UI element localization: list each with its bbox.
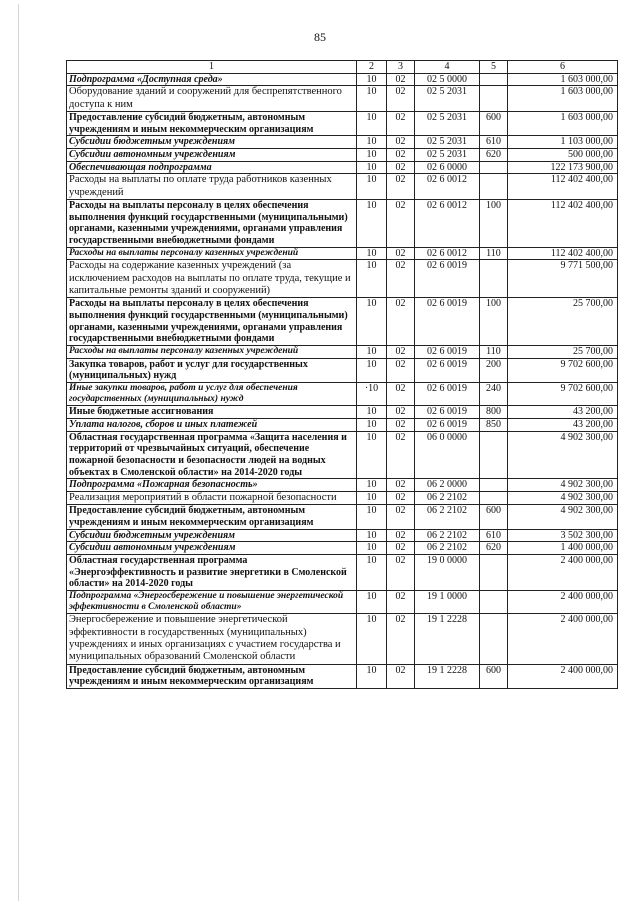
amount-cell: 1 603 000,00	[508, 111, 618, 135]
subsection-code-cell: 02	[387, 136, 415, 149]
section-code-cell: 10	[357, 149, 387, 162]
section-code-cell: 10	[357, 358, 387, 382]
expense-type-code-cell	[480, 260, 508, 298]
table-row	[67, 358, 618, 382]
section-code-cell: 10	[357, 136, 387, 149]
subsection-code-cell: 02	[387, 614, 415, 664]
subsection-code-cell: 02	[387, 664, 415, 688]
row-name-cell: Энергосбережение и повышение энергетической эффективности в государственных (муниципальных) учреждениях и иных организациях с участием государства и муниципальных образований Смоленской области	[67, 614, 357, 664]
expense-type-code-cell: 200	[480, 358, 508, 382]
target-code-cell: 02 5 2031	[415, 136, 480, 149]
amount-cell: 4 902 300,00	[508, 479, 618, 492]
expense-type-code-cell: 610	[480, 529, 508, 542]
table-header-row	[67, 61, 618, 74]
row-name-cell: Расходы на выплаты персоналу казенных учреждений	[67, 345, 357, 358]
expense-type-code-cell: 110	[480, 247, 508, 260]
target-code-cell: 02 6 0019	[415, 345, 480, 358]
row-name-cell: Областная государственная программа «Защита населения и территорий от чрезвычайных ситуаций, обеспечение пожарной безопасности и безопасности людей на водных объектах в Смоленской области» на 2014-2020 годы	[67, 431, 357, 479]
subsection-code-cell: 02	[387, 86, 415, 112]
amount-cell: 2 400 000,00	[508, 664, 618, 688]
subsection-code-cell: 02	[387, 345, 415, 358]
expense-type-code-cell	[480, 614, 508, 664]
target-code-cell: 02 6 0019	[415, 298, 480, 346]
target-code-cell: 06 2 2102	[415, 542, 480, 555]
amount-cell: 9 702 600,00	[508, 383, 618, 406]
expense-type-code-cell: 610	[480, 136, 508, 149]
section-code-cell: 10	[357, 505, 387, 529]
section-code-cell: 10	[357, 492, 387, 505]
section-code-cell: 10	[357, 247, 387, 260]
amount-cell: 112 402 400,00	[508, 199, 618, 247]
target-code-cell: 06 2 0000	[415, 479, 480, 492]
table-row	[67, 542, 618, 555]
subsection-code-cell: 02	[387, 174, 415, 200]
target-code-cell: 02 6 0019	[415, 418, 480, 431]
row-name-cell: Иные закупки товаров, работ и услуг для обеспечения государственных (муниципальных) нужд	[67, 383, 357, 406]
row-name-cell: Расходы на выплаты персоналу в целях обеспечения выполнения функций государственными (муниципальными) органами, казенными учреждениями, органами управления государственными внебюджетными фондами	[67, 199, 357, 247]
row-name-cell: Расходы на выплаты персоналу казенных учреждений	[67, 247, 357, 260]
target-code-cell: 19 1 2228	[415, 664, 480, 688]
table-row	[67, 161, 618, 174]
table-row	[67, 406, 618, 419]
expense-type-code-cell	[480, 174, 508, 200]
table-row	[67, 149, 618, 162]
section-code-cell: 10	[357, 479, 387, 492]
target-code-cell: 06 0 0000	[415, 431, 480, 479]
amount-cell: 25 700,00	[508, 298, 618, 346]
target-code-cell: 02 5 2031	[415, 111, 480, 135]
target-code-cell: 19 1 0000	[415, 591, 480, 614]
table-row	[67, 199, 618, 247]
subsection-code-cell: 02	[387, 358, 415, 382]
expense-type-code-cell: 600	[480, 111, 508, 135]
table-row	[67, 479, 618, 492]
target-code-cell: 02 6 0012	[415, 199, 480, 247]
row-name-cell: Расходы на выплаты персоналу в целях обеспечения выполнения функций государственными (муниципальными) органами, казенными учреждениями, органами управления государственными внебюджетными фондами	[67, 298, 357, 346]
subsection-code-cell: 02	[387, 298, 415, 346]
row-name-cell: Закупка товаров, работ и услуг для государственных (муниципальных) нужд	[67, 358, 357, 382]
table-row	[67, 136, 618, 149]
row-name-cell: Областная государственная программа «Энергоэффективность и развитие энергетики в Смоленской области» на 2014-2020 годы	[67, 555, 357, 591]
amount-cell: 112 402 400,00	[508, 174, 618, 200]
section-code-cell: 10	[357, 555, 387, 591]
column-header: 2	[357, 61, 387, 74]
table-row	[67, 383, 618, 406]
subsection-code-cell: 02	[387, 111, 415, 135]
section-code-cell: 10	[357, 111, 387, 135]
section-code-cell: 10	[357, 73, 387, 86]
amount-cell: 500 000,00	[508, 149, 618, 162]
amount-cell: 1 603 000,00	[508, 73, 618, 86]
expense-type-code-cell: 600	[480, 505, 508, 529]
row-name-cell: Реализация мероприятий в области пожарной безопасности	[67, 492, 357, 505]
target-code-cell: 06 2 2102	[415, 505, 480, 529]
expense-type-code-cell	[480, 431, 508, 479]
amount-cell: 2 400 000,00	[508, 555, 618, 591]
subsection-code-cell: 02	[387, 479, 415, 492]
row-name-cell: Уплата налогов, сборов и иных платежей	[67, 418, 357, 431]
row-name-cell: Обеспечивающая подпрограмма	[67, 161, 357, 174]
row-name-cell: Подпрограмма «Энергосбережение и повышение энергетической эффективности в Смоленской области»	[67, 591, 357, 614]
section-code-cell: 10	[357, 406, 387, 419]
expense-type-code-cell: 100	[480, 199, 508, 247]
amount-cell: 2 400 000,00	[508, 614, 618, 664]
subsection-code-cell: 02	[387, 431, 415, 479]
table-row	[67, 418, 618, 431]
table-row	[67, 298, 618, 346]
expense-type-code-cell	[480, 73, 508, 86]
expense-type-code-cell	[480, 492, 508, 505]
target-code-cell: 02 5 0000	[415, 73, 480, 86]
subsection-code-cell: 02	[387, 418, 415, 431]
section-code-cell: 10	[357, 298, 387, 346]
table-row	[67, 614, 618, 664]
table-row	[67, 431, 618, 479]
expense-type-code-cell	[480, 161, 508, 174]
subsection-code-cell: 02	[387, 161, 415, 174]
subsection-code-cell: 02	[387, 199, 415, 247]
expense-type-code-cell	[480, 555, 508, 591]
section-code-cell: 10	[357, 161, 387, 174]
expense-type-code-cell	[480, 479, 508, 492]
amount-cell: 2 400 000,00	[508, 591, 618, 614]
amount-cell: 4 902 300,00	[508, 505, 618, 529]
expense-type-code-cell: 620	[480, 542, 508, 555]
section-code-cell: 10	[357, 174, 387, 200]
row-name-cell: Подпрограмма «Пожарная безопасность»	[67, 479, 357, 492]
expense-type-code-cell	[480, 591, 508, 614]
subsection-code-cell: 02	[387, 73, 415, 86]
section-code-cell: 10	[357, 418, 387, 431]
row-name-cell: Предоставление субсидий бюджетным, автономным учреждениям и иным некоммерческим организациям	[67, 505, 357, 529]
row-name-cell: Расходы на содержание казенных учреждений (за исключением расходов на выплаты по оплате труда, текущие и капитальные ремонты зданий и сооружений)	[67, 260, 357, 298]
target-code-cell: 02 6 0012	[415, 247, 480, 260]
target-code-cell: 02 5 2031	[415, 86, 480, 112]
section-code-cell: ·10	[357, 383, 387, 406]
table-row	[67, 529, 618, 542]
section-code-cell: 10	[357, 529, 387, 542]
amount-cell: 1 603 000,00	[508, 86, 618, 112]
amount-cell: 1 400 000,00	[508, 542, 618, 555]
column-header: 5	[480, 61, 508, 74]
table-row	[67, 86, 618, 112]
column-header: 6	[508, 61, 618, 74]
section-code-cell: 10	[357, 664, 387, 688]
expense-type-code-cell: 850	[480, 418, 508, 431]
amount-cell: 4 902 300,00	[508, 492, 618, 505]
target-code-cell: 19 1 2228	[415, 614, 480, 664]
row-name-cell: Предоставление субсидий бюджетным, автономным учреждениям и иным некоммерческим организациям	[67, 111, 357, 135]
section-code-cell: 10	[357, 591, 387, 614]
expense-type-code-cell: 800	[480, 406, 508, 419]
amount-cell: 3 502 300,00	[508, 529, 618, 542]
row-name-cell: Предоставление субсидий бюджетным, автономным учреждениям и иным некоммерческим организациям	[67, 664, 357, 688]
section-code-cell: 10	[357, 86, 387, 112]
row-name-cell: Субсидии бюджетным учреждениям	[67, 529, 357, 542]
target-code-cell: 02 6 0019	[415, 260, 480, 298]
target-code-cell: 02 6 0012	[415, 174, 480, 200]
section-code-cell: 10	[357, 614, 387, 664]
subsection-code-cell: 02	[387, 492, 415, 505]
subsection-code-cell: 02	[387, 529, 415, 542]
amount-cell: 112 402 400,00	[508, 247, 618, 260]
subsection-code-cell: 02	[387, 149, 415, 162]
subsection-code-cell: 02	[387, 591, 415, 614]
row-name-cell: Субсидии автономным учреждениям	[67, 149, 357, 162]
column-header: 4	[415, 61, 480, 74]
amount-cell: 1 103 000,00	[508, 136, 618, 149]
target-code-cell: 02 5 2031	[415, 149, 480, 162]
table-row	[67, 260, 618, 298]
amount-cell: 9 771 500,00	[508, 260, 618, 298]
target-code-cell: 06 2 2102	[415, 529, 480, 542]
subsection-code-cell: 02	[387, 247, 415, 260]
target-code-cell: 02 6 0019	[415, 358, 480, 382]
row-name-cell: Иные бюджетные ассигнования	[67, 406, 357, 419]
table-row	[67, 174, 618, 200]
column-header: 1	[67, 61, 357, 74]
amount-cell: 43 200,00	[508, 406, 618, 419]
target-code-cell: 06 2 2102	[415, 492, 480, 505]
amount-cell: 4 902 300,00	[508, 431, 618, 479]
subsection-code-cell: 02	[387, 383, 415, 406]
subsection-code-cell: 02	[387, 555, 415, 591]
amount-cell: 122 173 900,00	[508, 161, 618, 174]
scan-edge-line	[18, 4, 19, 901]
subsection-code-cell: 02	[387, 542, 415, 555]
section-code-cell: 10	[357, 345, 387, 358]
amount-cell: 9 702 600,00	[508, 358, 618, 382]
subsection-code-cell: 02	[387, 406, 415, 419]
expense-type-code-cell: 110	[480, 345, 508, 358]
table-row	[67, 505, 618, 529]
target-code-cell: 02 6 0019	[415, 406, 480, 419]
row-name-cell: Субсидии бюджетным учреждениям	[67, 136, 357, 149]
section-code-cell: 10	[357, 542, 387, 555]
expense-type-code-cell	[480, 86, 508, 112]
amount-cell: 25 700,00	[508, 345, 618, 358]
target-code-cell: 02 6 0000	[415, 161, 480, 174]
expense-type-code-cell: 600	[480, 664, 508, 688]
target-code-cell: 19 0 0000	[415, 555, 480, 591]
row-name-cell: Расходы на выплаты по оплате труда работников казенных учреждений	[67, 174, 357, 200]
table-row	[67, 664, 618, 688]
target-code-cell: 02 6 0019	[415, 383, 480, 406]
table-row	[67, 591, 618, 614]
table-row	[67, 345, 618, 358]
page-number: 85	[314, 30, 326, 44]
row-name-cell: Субсидии автономным учреждениям	[67, 542, 357, 555]
section-code-cell: 10	[357, 260, 387, 298]
section-code-cell: 10	[357, 199, 387, 247]
row-name-cell: Оборудование зданий и сооружений для беспрепятственного доступа к ним	[67, 86, 357, 112]
row-name-cell: Подпрограмма «Доступная среда»	[67, 73, 357, 86]
subsection-code-cell: 02	[387, 260, 415, 298]
table-row	[67, 555, 618, 591]
table-row	[67, 492, 618, 505]
expense-type-code-cell: 620	[480, 149, 508, 162]
table-row	[67, 247, 618, 260]
table-row	[67, 73, 618, 86]
amount-cell: 43 200,00	[508, 418, 618, 431]
table-row	[67, 111, 618, 135]
expense-type-code-cell: 100	[480, 298, 508, 346]
expense-type-code-cell: 240	[480, 383, 508, 406]
section-code-cell: 10	[357, 431, 387, 479]
budget-table	[66, 60, 618, 689]
subsection-code-cell: 02	[387, 505, 415, 529]
column-header: 3	[387, 61, 415, 74]
